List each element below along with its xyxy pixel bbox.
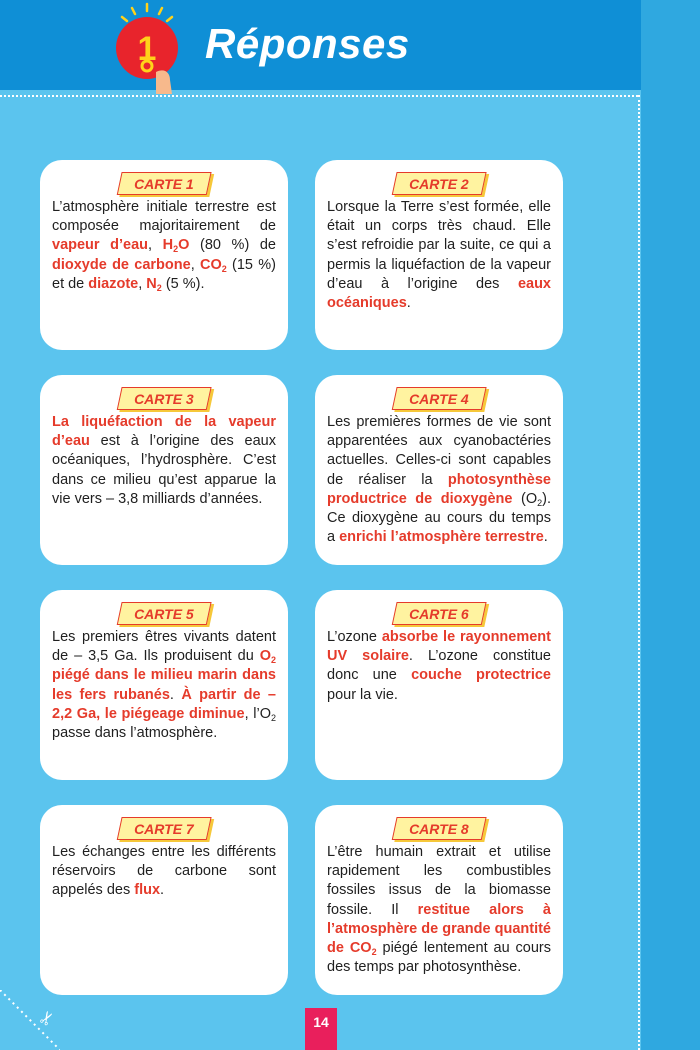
highlighted-text: couche protectrice xyxy=(411,667,551,684)
highlighted-text: À partir de – 2,2 Ga, le piégeage diminue xyxy=(52,686,276,722)
text-run: 2 xyxy=(537,497,543,508)
card-text xyxy=(327,628,551,705)
text-run: (5 %). xyxy=(161,275,205,292)
card-label: CARTE 5 xyxy=(117,602,212,625)
text-run: pour la vie. xyxy=(327,686,398,703)
highlighted-text: vapeur d’eau xyxy=(52,237,149,254)
card-text xyxy=(52,843,276,901)
highlighted-text: H xyxy=(162,237,174,254)
header-dotted-line xyxy=(0,95,638,97)
page-number: 14 xyxy=(305,1008,337,1050)
highlighted-text: diazote xyxy=(88,275,139,292)
highlighted-text: piégé dans le milieu marin dans les fers rubanés xyxy=(52,667,276,703)
answer-card-2 xyxy=(315,160,563,350)
answer-card-8 xyxy=(315,805,563,995)
edge-dotted-line xyxy=(638,95,640,1050)
card-label: CARTE 6 xyxy=(392,602,487,625)
highlighted-text: absorbe le rayonnement UV solaire xyxy=(327,629,551,665)
answer-card-3 xyxy=(40,375,288,565)
card-label: CARTE 8 xyxy=(392,817,487,840)
text-run: est à l’origine des eaux océaniques, l’hydrosphère. C’est dans ce milieu qu’est apparue la vie vers – 3,8 milliards d’années. xyxy=(52,433,276,507)
highlighted-text: La liquéfaction de la vapeur d’eau xyxy=(52,414,276,450)
highlighted-text: O xyxy=(178,237,190,254)
card-text xyxy=(52,628,276,743)
highlighted-text: 2 xyxy=(270,655,276,666)
scissors-icon: ✂ xyxy=(34,1006,61,1031)
page-title: Réponses xyxy=(205,20,410,67)
text-run: , xyxy=(148,237,163,254)
highlighted-text: 2 xyxy=(221,263,227,274)
text-run: , xyxy=(190,256,200,273)
highlighted-text: 2 xyxy=(156,282,162,293)
card-text xyxy=(327,843,551,977)
text-run: . xyxy=(406,295,411,312)
answer-card-1 xyxy=(40,160,288,350)
highlighted-text: 2 xyxy=(173,244,179,255)
highlighted-text: eaux océaniques xyxy=(327,275,551,312)
card-text xyxy=(52,198,276,294)
card-label: CARTE 4 xyxy=(392,387,487,410)
highlighted-text: 2 xyxy=(371,947,377,958)
highlighted-text: O xyxy=(259,648,271,665)
text-run: , xyxy=(138,275,147,292)
highlighted-text: restitue alors à l’atmosphère de grande quantité de CO xyxy=(327,901,551,957)
answer-card-5 xyxy=(40,590,288,780)
card-label: CARTE 2 xyxy=(392,172,487,195)
answer-card-4 xyxy=(315,375,563,565)
text-run: . xyxy=(169,686,182,703)
text-run: ). Ce dioxygène au cours du temps a xyxy=(327,490,551,546)
text-run: (O xyxy=(512,490,538,507)
highlighted-text: enrichi l’atmosphère terrestre xyxy=(339,529,544,546)
card-text xyxy=(327,413,551,547)
text-run: L’être humain extrait et utilise rapidement les combustibles fossiles issus de la biomasse fossile. Il xyxy=(327,844,551,918)
text-run: Les échanges entre les différents réservoirs de carbone sont appelés des xyxy=(52,844,276,899)
text-run: . xyxy=(543,529,548,546)
card-label: CARTE 1 xyxy=(117,172,212,195)
text-run: (80 %) de xyxy=(189,237,276,254)
text-run: , l’O xyxy=(244,705,271,722)
card-text xyxy=(52,413,276,509)
card-text xyxy=(327,198,551,313)
key-badge-icon xyxy=(112,2,182,98)
highlighted-text: dioxyde de carbone xyxy=(52,256,191,273)
text-run: passe dans l’atmosphère. xyxy=(52,725,218,742)
highlighted-text: N xyxy=(146,275,157,292)
text-run: . xyxy=(160,882,165,899)
logo-number: 1 xyxy=(137,30,157,68)
page-edge-strip xyxy=(641,0,700,1050)
card-label: CARTE 3 xyxy=(117,387,212,410)
text-run: Les premiers êtres vivants datent de – 3,5 Ga. Ils produisent du xyxy=(52,629,276,665)
text-run: Lorsque la Terre s’est formée, elle était un corps très chaud. Elle s’est refroidie par la suite, ce qui a permis la liquéfaction de la vapeur d’eau à l’origine des xyxy=(327,199,551,292)
answer-card-6 xyxy=(315,590,563,780)
highlighted-text: CO xyxy=(200,256,222,273)
text-run: L’ozone xyxy=(327,629,382,645)
text-run: Les premières formes de vie sont apparentées aux cyanobactéries actuelles. Celles-ci sont capables de réaliser la xyxy=(327,414,551,488)
text-run: . L’ozone constitue donc une xyxy=(327,648,551,684)
answer-card-7 xyxy=(40,805,288,995)
card-label: CARTE 7 xyxy=(117,817,212,840)
text-run: 2 xyxy=(270,712,276,723)
highlighted-text: photosynthèse productrice de dioxygène xyxy=(327,471,551,507)
highlighted-text: flux xyxy=(134,882,161,899)
text-run: (15 %) et de xyxy=(52,256,276,292)
text-run: L’atmosphère initiale terrestre est composée majoritairement de xyxy=(52,199,276,235)
text-run: piégé lentement au cours des temps par photosynthèse. xyxy=(327,940,552,976)
